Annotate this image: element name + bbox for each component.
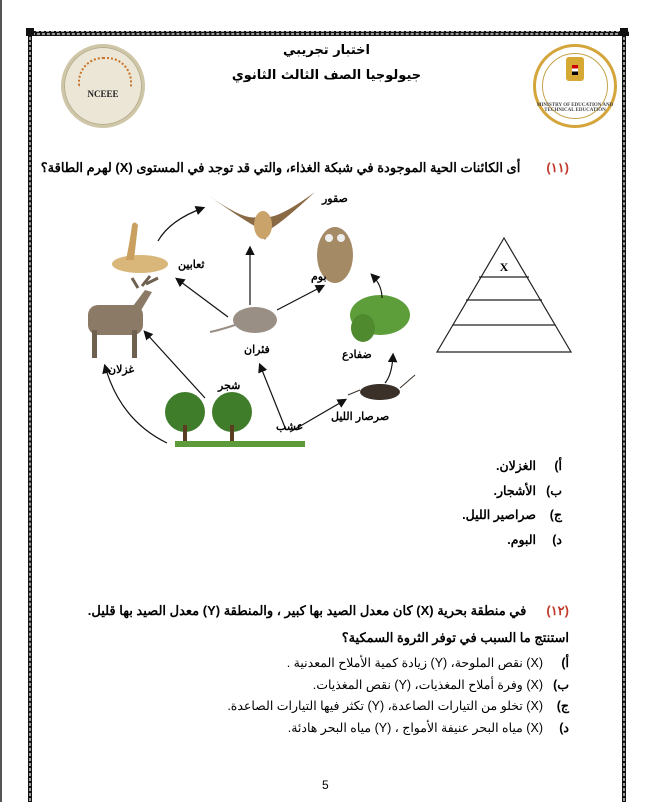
option-text: الغزلان. [496, 459, 536, 473]
page-border-right [622, 31, 626, 802]
trees-image [165, 392, 252, 443]
pyramid-level-x-label: X [499, 260, 509, 274]
option-text: الأشجار. [493, 483, 536, 498]
pyramid-outline [437, 238, 571, 352]
page-border-left [28, 31, 32, 802]
label-owls: بوم [311, 271, 327, 283]
option-letter: أ) [554, 459, 562, 473]
deer-image [88, 276, 158, 358]
page-number: 5 [322, 778, 329, 792]
label-deer: غزلان [108, 364, 135, 376]
option-text: البوم. [507, 532, 536, 547]
option-letter: د) [552, 532, 562, 547]
label-frogs: ضفادع [342, 349, 372, 361]
question-12 [88, 603, 569, 619]
energy-pyramid-diagram [434, 236, 574, 354]
arrow-mouse-to-owl [277, 286, 323, 310]
option-text: (X) تخلو من التيارات الصاعدة، (Y) تكثر فيها التيارات الصاعدة. [227, 699, 543, 713]
question-text: أى الكائنات الحية الموجودة في شبكة الغذاء، والتي قد توجد في المستوى (X) لهرم الطاقة؟ [40, 160, 521, 175]
page-edge [0, 0, 2, 802]
option-d[interactable] [462, 532, 562, 557]
option-text: (X) وفرة أملاح المغذيات، (Y) نقص المغذيات. [312, 677, 543, 692]
label-mice: فئران [244, 344, 270, 356]
arrow-trees-to-deer [145, 332, 205, 398]
question-text-line1: في منطقة بحرية (X) كان معدل الصيد بها كبير ، والمنطقة (Y) معدل الصيد بها قليل. [87, 603, 527, 618]
question-11-options [462, 458, 562, 556]
nceee-logo-text: NCEEE [87, 89, 119, 99]
question-12-options [227, 655, 569, 741]
question-number: (١٢) [546, 603, 569, 618]
option-text: (X) نقص الملوحة، (Y) زيادة كمية الأملاح المعدنية . [286, 656, 543, 670]
label-snakes: ثعابين [178, 259, 205, 271]
option-a[interactable] [462, 458, 562, 483]
exam-subtitle: جيولوجيا الصف الثالث الثانوي [231, 68, 422, 83]
exam-title: اختبار تجريبي [282, 43, 370, 58]
option-letter: أ) [561, 656, 569, 670]
label-trees: شجر [218, 380, 241, 392]
question-11 [41, 160, 569, 176]
label-grass: عشب [276, 421, 304, 433]
option-letter: ج) [549, 508, 562, 522]
question-number: (١١) [546, 160, 569, 175]
ministry-logo-text: MINISTRY OF EDUCATION AND TECHNICAL EDUCATION [536, 103, 614, 113]
cricket-image [348, 375, 415, 400]
option-b[interactable] [227, 677, 569, 699]
option-text: صراصير الليل. [462, 508, 536, 522]
arrow-cricket-to-frog [385, 355, 393, 383]
border-corner [620, 28, 628, 36]
arrow-mouse-to-snake [177, 279, 228, 317]
snake-image [112, 223, 168, 274]
grass-image [175, 441, 305, 447]
label-hawks: صقور [322, 193, 348, 205]
page-border-top [26, 31, 629, 36]
arrow-grass-to-deer [105, 366, 167, 443]
option-c[interactable] [462, 507, 562, 532]
option-d[interactable] [227, 720, 569, 742]
border-corner [26, 28, 34, 36]
option-text: (X) مياه البحر عنيفة الأمواج ، (Y) مياه البحر هادئة. [287, 720, 543, 735]
option-letter: ب) [546, 483, 562, 498]
option-letter: د) [559, 720, 569, 735]
frog-image [350, 295, 410, 342]
option-letter: ج) [556, 699, 569, 713]
question-12-prompt: استنتج ما السبب في توفر الثروة السمكية؟ [341, 630, 569, 645]
option-letter: ب) [553, 677, 569, 692]
hawk-image [208, 192, 315, 240]
energy-pyramid [434, 236, 574, 354]
food-web-figure [60, 180, 440, 450]
option-b[interactable] [462, 483, 562, 508]
option-a[interactable] [227, 655, 569, 677]
option-c[interactable] [227, 698, 569, 720]
label-crickets: صرصار الليل [331, 411, 390, 423]
arrow-frog-to-owl [372, 275, 382, 298]
arrow-snake-to-hawk [158, 208, 203, 241]
